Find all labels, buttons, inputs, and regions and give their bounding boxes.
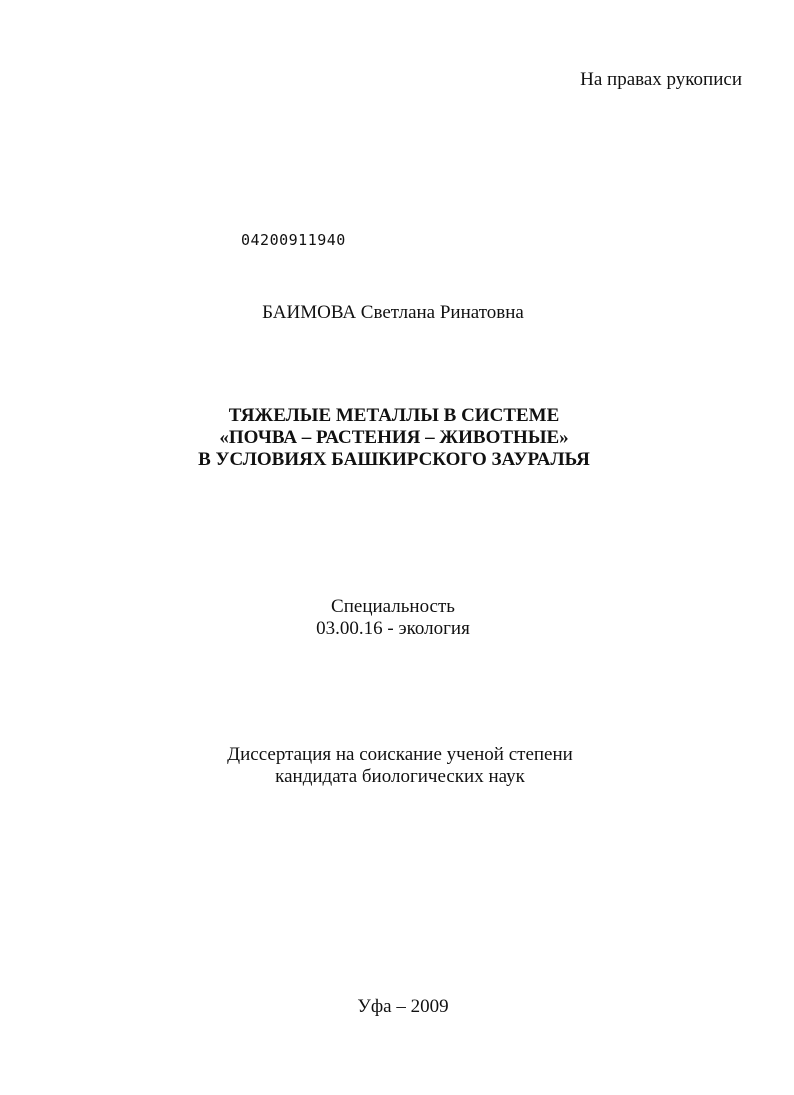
title-line-2: «ПОЧВА – РАСТЕНИЯ – ЖИВОТНЫЕ» bbox=[219, 427, 569, 448]
dissertation-title bbox=[0, 405, 791, 471]
specialty-label: Специальность bbox=[331, 596, 455, 617]
catalog-code: 04200911940 bbox=[241, 231, 346, 249]
rights-notice: На правах рукописи bbox=[580, 69, 742, 90]
specialty-value: 03.00.16 - экология bbox=[316, 618, 470, 639]
title-line-3: В УСЛОВИЯХ БАШКИРСКОГО ЗАУРАЛЬЯ bbox=[198, 449, 590, 470]
title-line-1: ТЯЖЕЛЫЕ МЕТАЛЛЫ В СИСТЕМЕ bbox=[228, 405, 560, 426]
degree-line-1: Диссертация на соискание ученой степени bbox=[227, 744, 573, 765]
specialty-block bbox=[0, 596, 790, 640]
degree-block bbox=[3, 744, 794, 788]
degree-line-2: кандидата биологических наук bbox=[275, 766, 525, 787]
author-name: БАИМОВА Светлана Ринатовна bbox=[262, 302, 524, 323]
city-year: Уфа – 2009 bbox=[357, 996, 449, 1017]
